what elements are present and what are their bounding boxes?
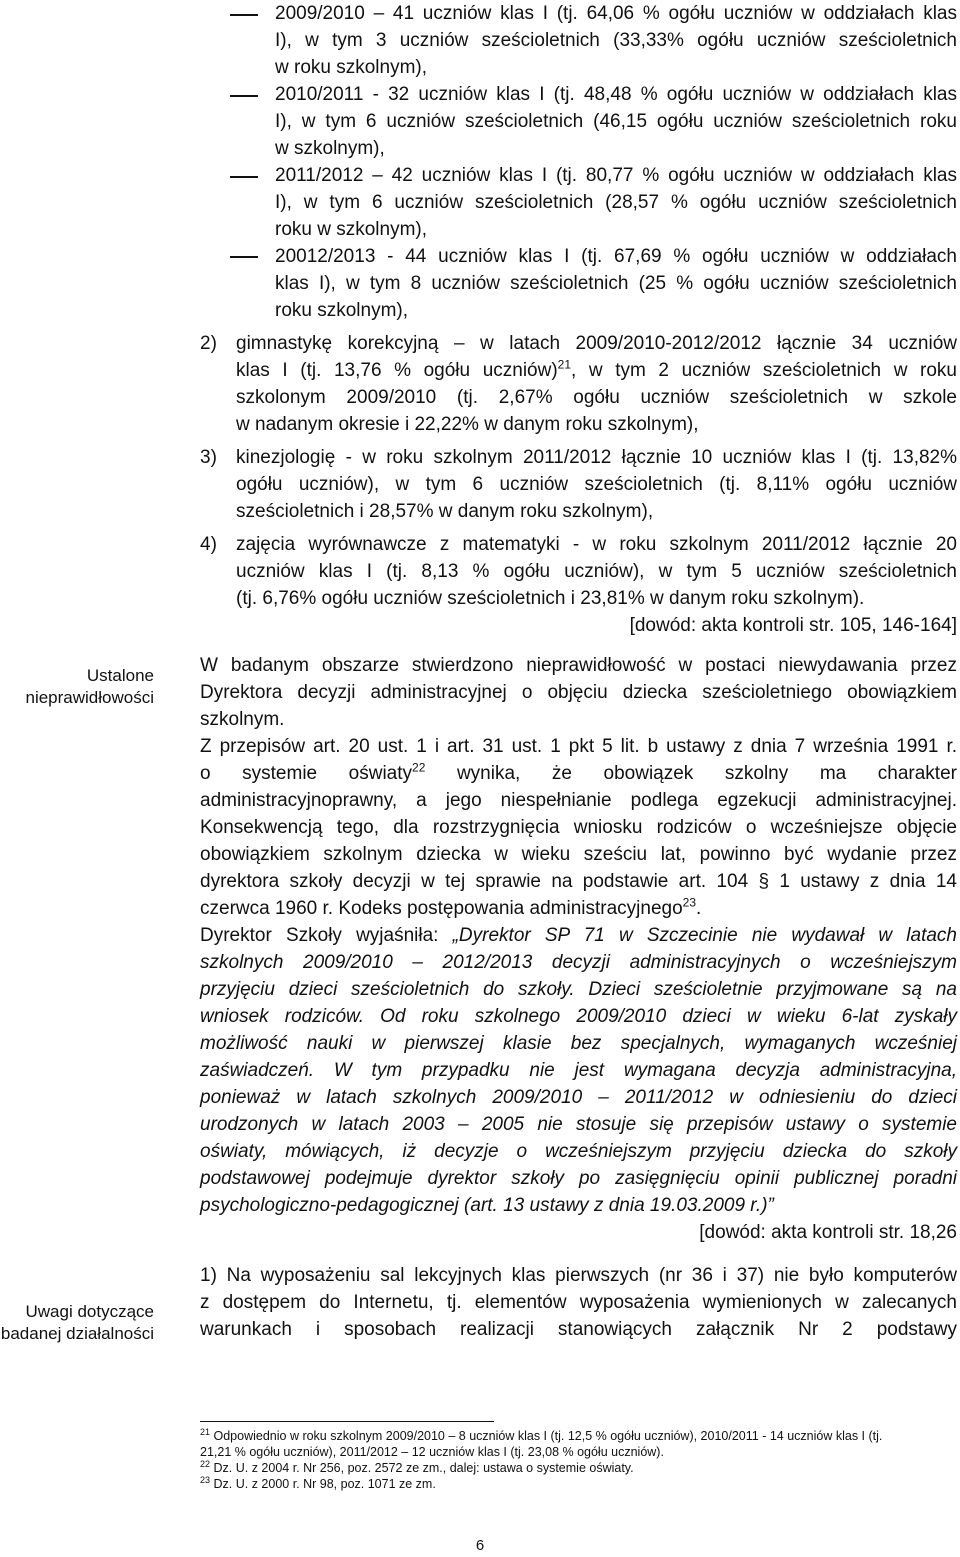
text-fragment: wynika, że obowiązek szkolny ma charakter: [425, 763, 957, 784]
text-line: 2011/2012 – 42 uczniów klas I (tj. 80,77 % ogółu uczniów w oddziałach klas: [275, 165, 957, 186]
text-line: W badanym obszarze stwierdzono nieprawidłowość w postaci niewydawania przez: [200, 655, 957, 676]
footnote-number: 22: [200, 1458, 211, 1469]
text-line: ogółu uczniów), w tym 6 uczniów sześcioletnich (tj. 8,11% ogółu uczniów: [236, 474, 957, 495]
quote-line: ponieważ w latach szkolnych 2009/2010 – 2011/2012 w odniesieniu do dzieci: [200, 1087, 957, 1108]
text-line: w roku szkolnym),: [275, 57, 428, 78]
text-fragment: czerwca 1960 r. Kodeks postępowania administracyjnego: [200, 898, 683, 919]
text-line: zajęcia wyrównawcze z matematyki - w roku szkolnym 2011/2012 łącznie 20: [236, 534, 957, 555]
quote-line: przyjęciu dzieci sześcioletnich do szkoły. Dzieci sześcioletnie przyjmowane są na: [200, 979, 957, 1000]
text-line: szkolonym 2009/2010 (tj. 2,67% ogółu uczniów sześcioletnich w szkole: [236, 387, 957, 408]
quote-line: oświaty, mówiących, iż decyzje o wcześniejszym przyjęciu dziecka do szkoły: [200, 1141, 957, 1162]
text-line: warunkach i sposobach realizacji stanowiących załącznik Nr 2 podstawy: [200, 1319, 957, 1340]
text-fragment: .: [696, 898, 702, 919]
text-line: [200, 922, 957, 949]
quote-line: zaświadczeń. W tym przypadku nie jest wymagana decyzja administracyjna,: [200, 1060, 957, 1081]
text-line: w szkolnym),: [275, 138, 385, 159]
text-line: [200, 760, 957, 787]
sidebar-label-remarks: [0, 1301, 154, 1345]
text-line: Dyrektora decyzji administracyjnej o objęciu dziecka sześcioletniego obowiązkiem: [200, 682, 957, 703]
text-line: sześcioletnich i 28,57% w danym roku szkolnym),: [236, 501, 654, 522]
quote-line: urodzonych w latach 2003 – 2005 nie stosuje się przepisów ustawy o systemie: [200, 1114, 957, 1135]
text-line: gimnastykę korekcyjną – w latach 2009/2010-2012/2012 łącznie 34 uczniów: [236, 333, 957, 354]
evidence-reference: [dowód: akta kontroli str. 105, 146-164]: [629, 615, 957, 636]
text-fragment: Dyrektor Szkoły wyjaśniła:: [200, 925, 453, 946]
text-line: szkolnym.: [200, 709, 285, 730]
text-line: Konsekwencją tego, dla rozstrzygnięcia wniosku rodziców o wcześniejsze objęcie: [200, 817, 957, 838]
list-number: 2): [200, 333, 217, 354]
text-line: I), w tym 3 uczniów sześcioletnich (33,33% ogółu uczniów sześcioletnich: [275, 30, 957, 51]
footnote-22: [200, 1460, 957, 1476]
quote-line: podstawowej podejmuje dyrektor szkoły po zasięgnięciu opinii publicznej poradni: [200, 1168, 957, 1189]
page-number: 6: [475, 1537, 485, 1554]
footnote-21-cont: 21,21 % ogółu uczniów), 2011/2012 – 12 uczniów klas I (tj. 23,08 % ogółu uczniów).: [200, 1445, 664, 1459]
text-line: 2010/2011 - 32 uczniów klas I (tj. 48,48 % ogółu uczniów w oddziałach klas: [275, 84, 957, 105]
text-line: administracyjnoprawny, a jego niespełnianie podlega egzekucji administracyjnej.: [200, 790, 957, 811]
text-line: z dostępem do Internetu, tj. elementów wyposażenia wymienionych w zalecanych: [200, 1292, 957, 1313]
footnote-ref: 21: [557, 357, 572, 372]
text-line: dyrektora szkoły decyzji w tej sprawie na podstawie art. 104 § 1 ustawy z dnia 14: [200, 871, 957, 892]
footnote-23: [200, 1476, 957, 1492]
text-line: uczniów klas I (tj. 8,13 % ogółu uczniów), w tym 5 uczniów sześcioletnich: [236, 561, 957, 582]
text-line: (tj. 6,76% ogółu uczniów sześcioletnich i 23,81% w danym roku szkolnym).: [236, 588, 865, 609]
footnote-text: Odpowiednio w roku szkolnym 2009/2010 – 8 uczniów klas I (tj. 12,5 % ogółu uczniów), 2010/2011 - 14 uczniów klas I (tj.: [213, 1429, 883, 1443]
list-dash: [230, 95, 258, 97]
sidebar-text: nieprawidłowości: [25, 688, 154, 707]
text-line: obowiązkiem szkolnym dziecka w wieku sześciu lat, powinno być wydanie przez: [200, 844, 957, 865]
list-dash: [230, 176, 258, 178]
text-fragment: o systemie oświaty: [200, 763, 413, 784]
evidence-reference: [dowód: akta kontroli str. 18,26: [699, 1222, 957, 1243]
text-line: 1) Na wyposażeniu sal lekcyjnych klas pierwszych (nr 36 i 37) nie było komputerów: [200, 1265, 957, 1286]
text-line: [200, 895, 957, 922]
text-line: 20012/2013 - 44 uczniów klas I (tj. 67,69 % ogółu uczniów w oddziałach: [275, 246, 957, 267]
text-line: w nadanym okresie i 22,22% w danym roku szkolnym),: [236, 414, 699, 435]
text-line: Z przepisów art. 20 ust. 1 i art. 31 ust. 1 pkt 5 lit. b ustawy z dnia 7 września 1991 r.: [200, 736, 957, 757]
text-line: roku szkolnym),: [275, 300, 409, 321]
footnote-number: 21: [200, 1426, 211, 1437]
list-dash: [230, 256, 258, 258]
list-number: 3): [200, 447, 217, 468]
quote-line: wniosek rodziców. Od roku szkolnego 2009/2010 dzieci w wieku 6-lat zyskały: [200, 1006, 957, 1027]
footnote-text: Dz. U. z 2004 r. Nr 256, poz. 2572 ze zm., dalej: ustawa o systemie oświaty.: [213, 1461, 634, 1475]
text-line: I), w tym 6 uczniów sześcioletnich (46,15 ogółu uczniów sześcioletnich roku: [275, 111, 957, 132]
footnote-number: 23: [200, 1474, 211, 1485]
text-fragment: , w tym 2 uczniów sześcioletnich w roku: [571, 360, 957, 381]
quote-line: szkolnych 2009/2010 – 2012/2013 decyzji administracyjnych o wcześniejszym: [200, 952, 957, 973]
quote-line: psychologiczno-pedagogicznej (art. 13 ustawy z dnia 19.03.2009 r.)”: [200, 1195, 774, 1216]
quote-line: możliwość nauki w pierwszej klasie bez specjalnych, wymaganych wcześniej: [200, 1033, 957, 1054]
text-line: 2009/2010 – 41 uczniów klas I (tj. 64,06 % ogółu uczniów w oddziałach klas: [275, 3, 957, 24]
text-line: klas I), w tym 8 uczniów sześcioletnich (25 % ogółu uczniów sześcioletnich: [275, 273, 957, 294]
footnote-ref: 22: [412, 760, 426, 775]
text-line: [236, 357, 957, 384]
quote-fragment: „Dyrektor SP 71 w Szczecinie nie wydawał w latach: [452, 925, 957, 946]
list-dash: [230, 14, 258, 16]
sidebar-text: Uwagi dotyczące: [25, 1302, 154, 1321]
text-line: roku w szkolnym),: [275, 219, 428, 240]
sidebar-text: badanej działalności: [0, 1324, 154, 1343]
text-line: kinezjologię - w roku szkolnym 2011/2012 łącznie 10 uczniów klas I (tj. 13,82%: [236, 447, 957, 468]
text-fragment: klas I (tj. 13,76 % ogółu uczniów): [236, 360, 558, 381]
footnote-separator: [200, 1421, 494, 1422]
sidebar-label-irregularities: [0, 665, 154, 709]
list-number: 4): [200, 534, 217, 555]
sidebar-text: Ustalone: [86, 666, 154, 685]
footnote-text: Dz. U. z 2000 r. Nr 98, poz. 1071 ze zm.: [213, 1477, 436, 1491]
footnote-21: [200, 1428, 957, 1444]
footnote-ref: 23: [682, 895, 697, 910]
text-line: I), w tym 6 uczniów sześcioletnich (28,57 % ogółu uczniów sześcioletnich: [275, 192, 957, 213]
